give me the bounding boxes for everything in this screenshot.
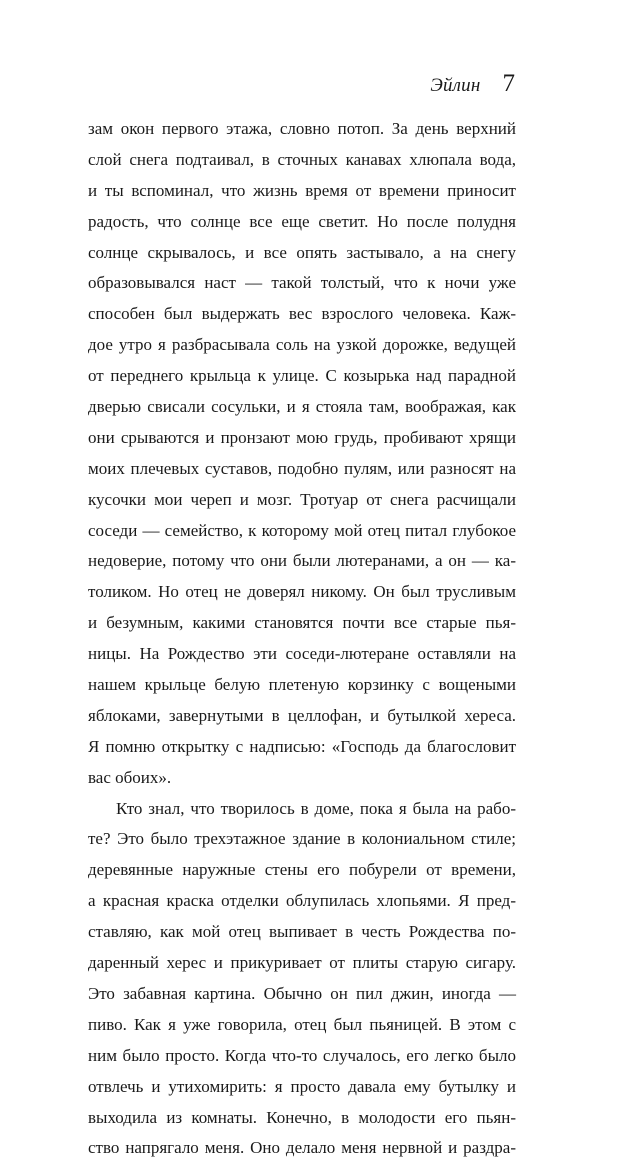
text-line: дверью свисали сосульки, и я стояла там, воображая, как [88, 397, 516, 417]
text-line: яблоками, завернутыми в целлофан, и бутылкой хереса. [88, 705, 516, 725]
text-line: Кто знал, что творилось в доме, пока я была на рабо- [116, 798, 516, 818]
text-line: ним было просто. Когда что-то случалось, его легко было [88, 1045, 516, 1065]
text-line: даренный херес и прикуривает от плиты старую сигару. [88, 953, 516, 973]
text-line: зам окон первого этажа, словно потоп. За день верхний [88, 119, 516, 138]
text-line: выходила из комнаты. Конечно, в молодости его пьян- [88, 1107, 516, 1127]
text-line: соседи — семейство, к которому мой отец питал глубокое [88, 520, 516, 540]
text-line: ставляю, как мой отец выпивает в честь Рождества по- [88, 922, 516, 942]
text-line: деревянные наружные стены его побурели от времени, [88, 860, 516, 880]
text-line: радость, что солнце все еще светит. Но после полудня [88, 211, 516, 231]
text-line: недоверие, потому что они были лютеранами, а он — ка- [88, 551, 516, 571]
text-line: ницы. На Рождество эти соседи-лютеране оставляли на [88, 644, 516, 664]
text-line: ство напрягало меня. Оно делало меня нервной и раздра- [88, 1138, 516, 1158]
text-line: те? Это было трехэтажное здание в колониальном стиле; [88, 829, 516, 849]
body-text [88, 114, 516, 1164]
text-line: нашем крыльце белую плетеную корзинку с вощеными [88, 675, 516, 695]
text-line: слой снега подтаивал, в сточных канавах хлюпала вода, [88, 149, 516, 169]
text-line: от переднего крыльца к улице. С козырька над парадной [88, 366, 516, 386]
text-line: отвлечь и утихомирить: я просто давала ему бутылку и [88, 1076, 516, 1096]
text-line: пиво. Как я уже говорила, отец был пьяницей. В этом с [88, 1014, 516, 1034]
text-line: Это забавная картина. Обычно он пил джин, иногда — [88, 983, 516, 1003]
text-line: моих плечевых суставов, подобно пулям, или разносят на [88, 458, 516, 478]
text-line: Я помню открытку с надписью: «Господь да благословит [88, 736, 516, 756]
page-number: 7 [502, 70, 515, 97]
text-line: и ты вспоминал, что жизнь время от времени приносит [88, 180, 516, 200]
text-line: солнце скрывалось, и все опять застывало, а на снегу [88, 242, 516, 262]
text-line: и безумным, какими становятся почти все старые пья- [88, 613, 516, 633]
text-line: а красная краска отделки облупилась хлопьями. Я пред- [88, 891, 516, 911]
text-line: они срываются и пронзают мою грудь, пробивают хрящи [88, 427, 516, 447]
text-line: вас обоих». [88, 767, 172, 787]
text-line: способен был выдержать вес взрослого человека. Каж- [88, 304, 516, 324]
text-line: толиком. Но отец не доверял никому. Он был трусливым [88, 582, 516, 602]
running-title: Эйлин [430, 75, 481, 96]
running-head [430, 70, 515, 98]
text-line: образовывался наст — такой толстый, что к ночи уже [88, 273, 516, 293]
paragraph [88, 114, 516, 794]
paragraph [88, 794, 516, 1164]
text-line: кусочки мои череп и мозг. Тротуар от снега расчищали [88, 489, 516, 509]
text-line: дое утро я разбрасывала соль на узкой дорожке, ведущей [88, 335, 516, 355]
